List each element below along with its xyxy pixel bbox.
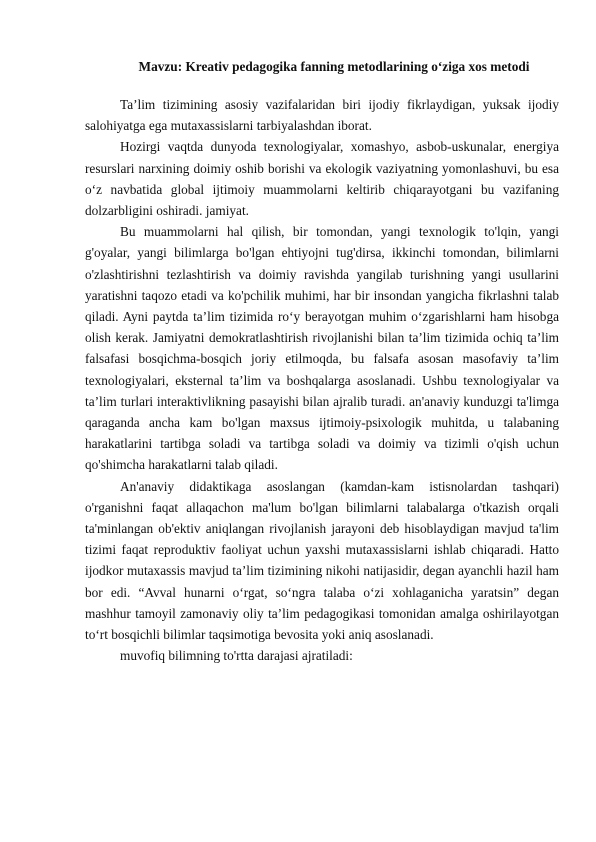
paragraph: Ta’lim tizimining asosiy vazifalaridan biri ijodiy fikrlaydigan, yuksak ijodiy salohiyatga ega mutaxassislarni tarbiyalashdan iborat. xyxy=(85,97,559,134)
document-title: Mavzu: Kreativ pedagogika fanning metodlarining o‘ziga xos metodi xyxy=(138,59,530,74)
paragraph: muvofiq bilimning to'rtta darajasi ajratiladi: xyxy=(120,648,353,664)
document-page xyxy=(85,56,559,666)
paragraph: Bu muammolarni hal qilish, bir tomondan, yangi texnologik to'lqin, yangi g'oyalar, yangi bilimlarga bo'lgan ehtiyojni tug'dirsa, ikkinchi tomondan, bilimlarni o'zlashtirishni tezlashtirish va doimiy ravishda yangilab turishning yangi usullarini yaratishni taqozo etadi va ko'pchilik muhimi, har bir insondan yangicha fikrlashni talab qiladi. Ayni paytda ta’lim tizimida ro‘y berayotgan muhim o‘zgarishlarni ham hisobga olish kerak. Jamiyatni demokratlashtirish rivojlanishi bilan ta’lim tizimida ochiq ta’lim falsafasi bosqichma-bosqich joriy etilmoqda, bu falsafa asosan masofaviy ta’lim texnologiyalari, eksternal ta’lim va boshqalarga asoslanadi. Ushbu texnologiyalar va ta’lim turlari interaktivlikning pasayishi bilan ajralib turadi. an'anaviy kunduzgi ta'limga qaraganda ancha kam bo'lgan maxsus ijtimoiy-psixologik muhitda, u talabaning harakatlarini tartibga soladi va tartibga soladi va doimiy va tizimli o'qish uchun qo'shimcha harakatlarni talab qiladi. xyxy=(85,224,559,473)
paragraph: Hozirgi vaqtda dunyoda texnologiyalar, xomashyo, asbob-uskunalar, energiya resurslari narxining doimiy oshib borishi va ekologik vaziyatning yomonlashuvi, bu esa o‘z navbatida global ijtimoiy muammolarni keltirib chiqarayotgani bu vazifaning dolzarbligini oshiradi. jamiyat. xyxy=(85,139,559,219)
paragraph: An'anaviy didaktikaga asoslangan (kamdan-kam istisnolardan tashqari) o'rganishni faqat allaqachon ma'lum bo'lgan bilimlarni talabalarga o'tkazish orqali ta'minlangan ob'ektiv aniqlangan rivojlanish jarayoni deb hisoblaydigan mavjud ta'lim tizimi faqat reproduktiv faoliyat uchun yaxshi mutaxassislarni ishlab chiqaradi. Hatto ijodkor mutaxassis mavjud ta’lim tizimining nikohi natijasidir, degan ayanchli hazil ham bor edi. “Avval hunarni o‘rgat, so‘ngra talaba o‘zi xohlaganicha yaratsin” degan mashhur tamoyil zamonaviy oliy ta’lim pedagogikasi tomonidan amalga oshirilayotgan to‘rt bosqichli bilimlar taqsimotiga bevosita yoki aniq asoslanadi. xyxy=(85,478,559,643)
